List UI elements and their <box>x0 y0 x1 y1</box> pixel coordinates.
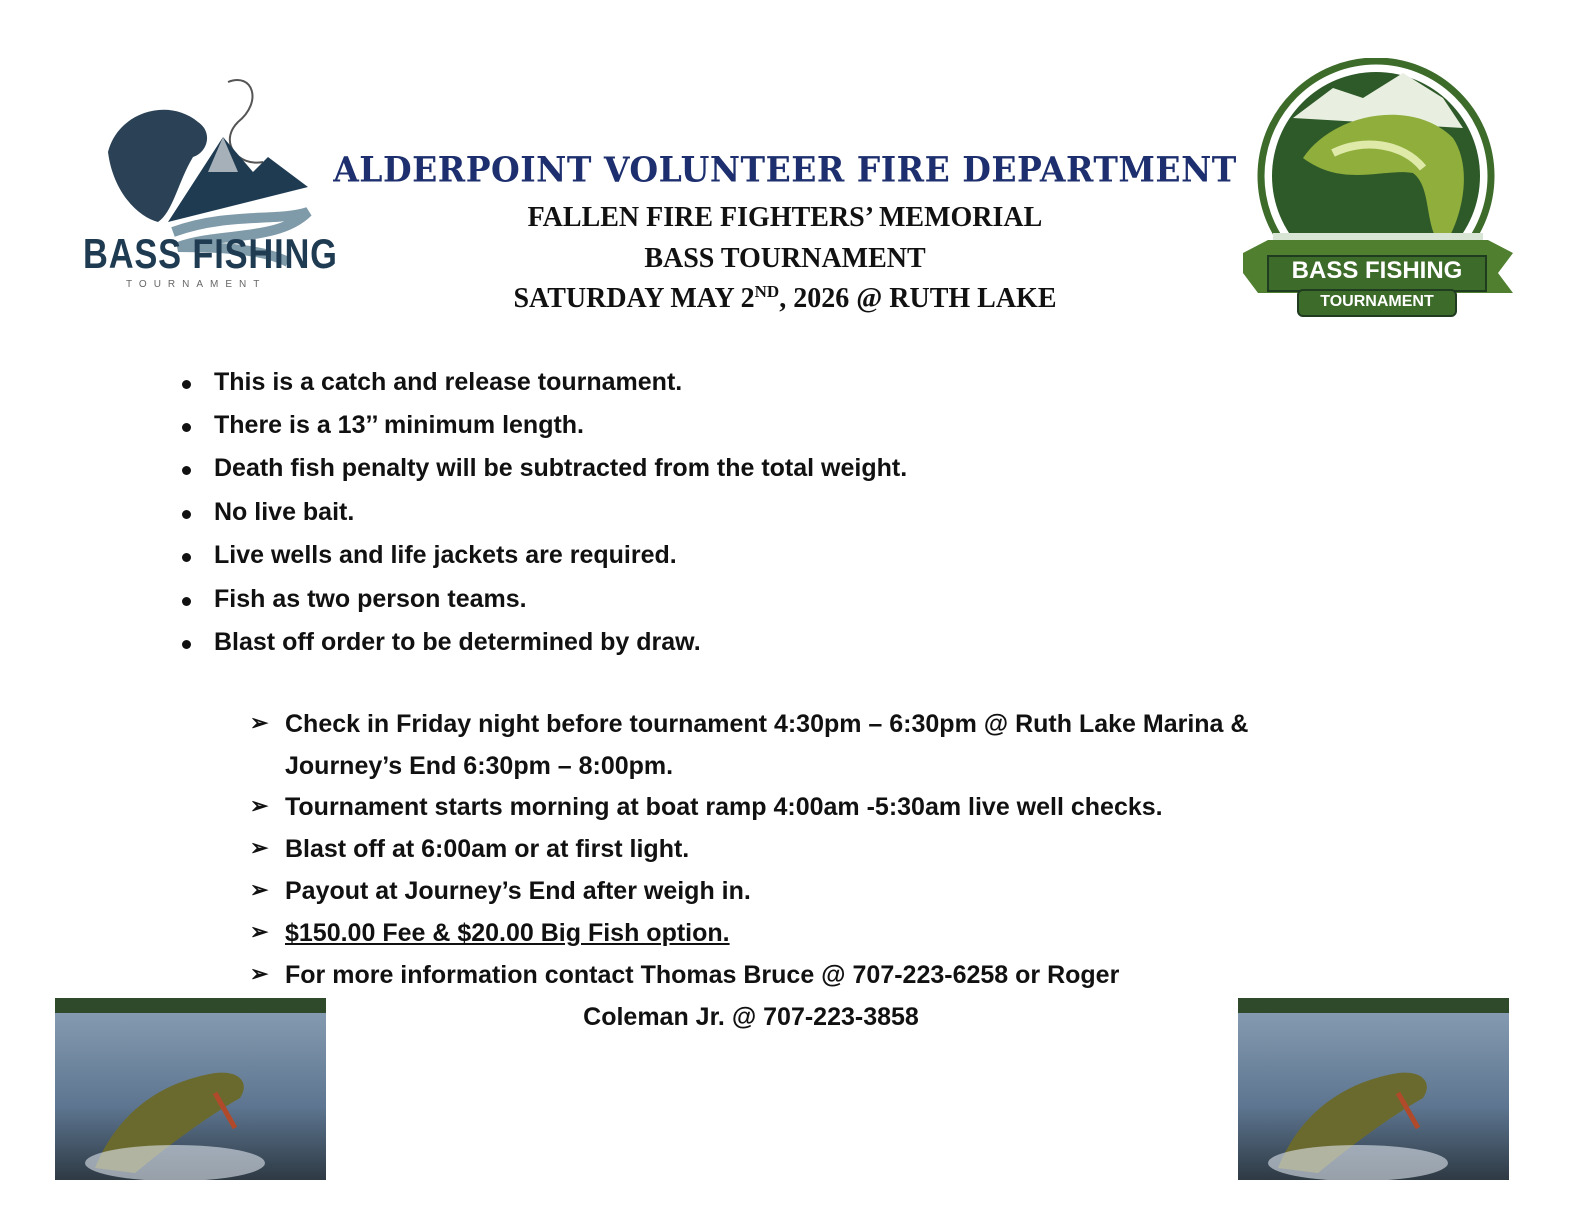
detail-text: Tournament starts morning at boat ramp 4:00am -5:30am live well checks. <box>285 793 1163 821</box>
logo-right-title: BASS FISHING <box>1291 257 1463 284</box>
arrow-bullet-icon: ➢ <box>250 835 269 860</box>
bullet-icon <box>182 380 191 389</box>
event-date-location: , 2026 @ RUTH LAKE <box>779 283 1057 314</box>
rule-text: This is a catch and release tournament. <box>214 368 683 396</box>
detail-text: Journey’s End 6:30pm – 8:00pm. <box>285 752 674 780</box>
jumping-bass-image <box>1238 998 1509 1180</box>
bullet-icon <box>182 423 191 432</box>
detail-text: Payout at Journey’s End after weigh in. <box>285 877 751 905</box>
arrow-bullet-icon: ➢ <box>250 919 269 944</box>
logo-left-title: BASS FISHING <box>83 230 338 277</box>
event-name: BASS TOURNAMENT <box>644 243 926 274</box>
bullet-icon <box>182 466 191 475</box>
detail-text: Check in Friday night before tournament 4:30pm – 6:30pm @ Ruth Lake Marina & <box>285 710 1249 738</box>
jumping-bass-image <box>55 998 326 1180</box>
jumping-bass-photo-left <box>55 998 326 1180</box>
detail-text: Blast off at 6:00am or at first light. <box>285 835 690 863</box>
event-date <box>0 283 1570 315</box>
bullet-icon <box>182 597 191 606</box>
bullet-icon <box>182 553 191 562</box>
rule-text: Live wells and life jackets are required. <box>214 541 677 569</box>
rule-text: Death fish penalty will be subtracted from the total weight. <box>214 454 908 482</box>
event-date-main: SATURDAY MAY 2 <box>513 283 755 314</box>
fee-text: $150.00 Fee & $20.00 Big Fish option. <box>285 919 730 947</box>
arrow-bullet-icon: ➢ <box>250 793 269 818</box>
rule-text: Blast off order to be determined by draw. <box>214 628 701 656</box>
event-subtitle: FALLEN FIRE FIGHTERS’ MEMORIAL <box>527 202 1043 233</box>
bullet-icon <box>182 510 191 519</box>
bullet-icon <box>182 640 191 649</box>
arrow-bullet-icon: ➢ <box>250 961 269 986</box>
contact-text: For more information contact Thomas Bruce @ 707-223-6258 or Roger <box>285 961 1120 989</box>
jumping-bass-photo-right <box>1238 998 1509 1180</box>
event-date-suffix: ND <box>754 282 780 301</box>
contact-text-continued: Coleman Jr. @ 707-223-3858 <box>583 1003 919 1031</box>
rule-text: No live bait. <box>214 498 355 526</box>
rule-text: There is a 13’’ minimum length. <box>214 411 585 439</box>
arrow-bullet-icon: ➢ <box>250 710 269 735</box>
organization-title: ALDERPOINT VOLUNTEER FIRE DEPARTMENT <box>333 149 1237 190</box>
arrow-bullet-icon: ➢ <box>250 877 269 902</box>
rule-text: Fish as two person teams. <box>214 585 527 613</box>
logo-right-subtitle: TOURNAMENT <box>1320 293 1434 310</box>
logo-left-subtitle: TOURNAMENT <box>126 279 267 290</box>
